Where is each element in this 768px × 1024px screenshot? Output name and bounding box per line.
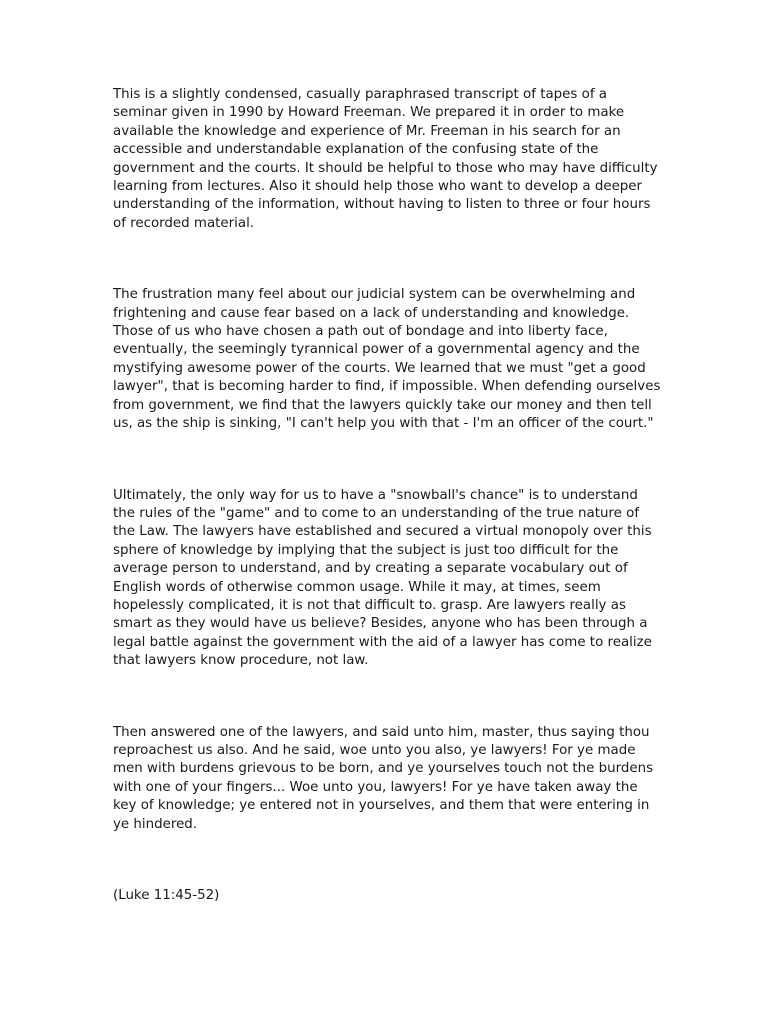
- paragraph-scripture-quote: Then answered one of the lawyers, and said unto him, master, thus saying thou reproachest us also. And he said, woe unto you also, ye lawyers! For ye made men with burdens grievous to be born, and ye yourselves touch not the burdens with one of your fingers... Woe unto you, lawyers! For ye have taken away the key of knowledge; ye entered not in yourselves, and them that were entering in ye hindered.: [113, 724, 654, 832]
- document-page: [113, 86, 663, 905]
- paragraph-frustration: The frustration many feel about our judicial system can be overwhelming and frightening and cause fear based on a lack of understanding and knowledge. Those of us who have chosen a path out of bondage and into liberty face, eventually, the seemingly tyrannical power of a governmental agency and the mystifying awesome power of the courts. We learned that we must "get a good lawyer", that is becoming harder to find, if impossible. When defending ourselves from government, we find that the lawyers quickly take our money and then tell us, as the ship is sinking, "I can't help you with that - I'm an officer of the court.": [113, 287, 661, 432]
- scripture-citation: (Luke 11:45-52): [113, 888, 220, 903]
- paragraph-ultimately: Ultimately, the only way for us to have a "snowball's chance" is to understand the rules of the "game" and to come to an understanding of the true nature of the Law. The lawyers have established and secured a virtual monopoly over this sphere of knowledge by implying that the subject is just too difficult for the average person to understand, and by creating a separate vocabulary out of English words of otherwise common usage. While it may, at times, seem hopelessly complicated, it is not that difficult to. grasp. Are lawyers really as smart as they would have us believe? Besides, anyone who has been through a legal battle against the government with the aid of a lawyer has come to realize that lawyers know procedure, not law.: [113, 487, 652, 669]
- paragraph-introduction: This is a slightly condensed, casually paraphrased transcript of tapes of a seminar given in 1990 by Howard Freeman. We prepared it in order to make available the knowledge and experience of Mr. Freeman in his search for an accessible and understandable explanation of the confusing state of the government and the courts. It should be helpful to those who may have difficulty learning from lectures. Also it should help those who want to develop a deeper understanding of the information, without having to listen to three or four hours of recorded material.: [113, 87, 658, 231]
